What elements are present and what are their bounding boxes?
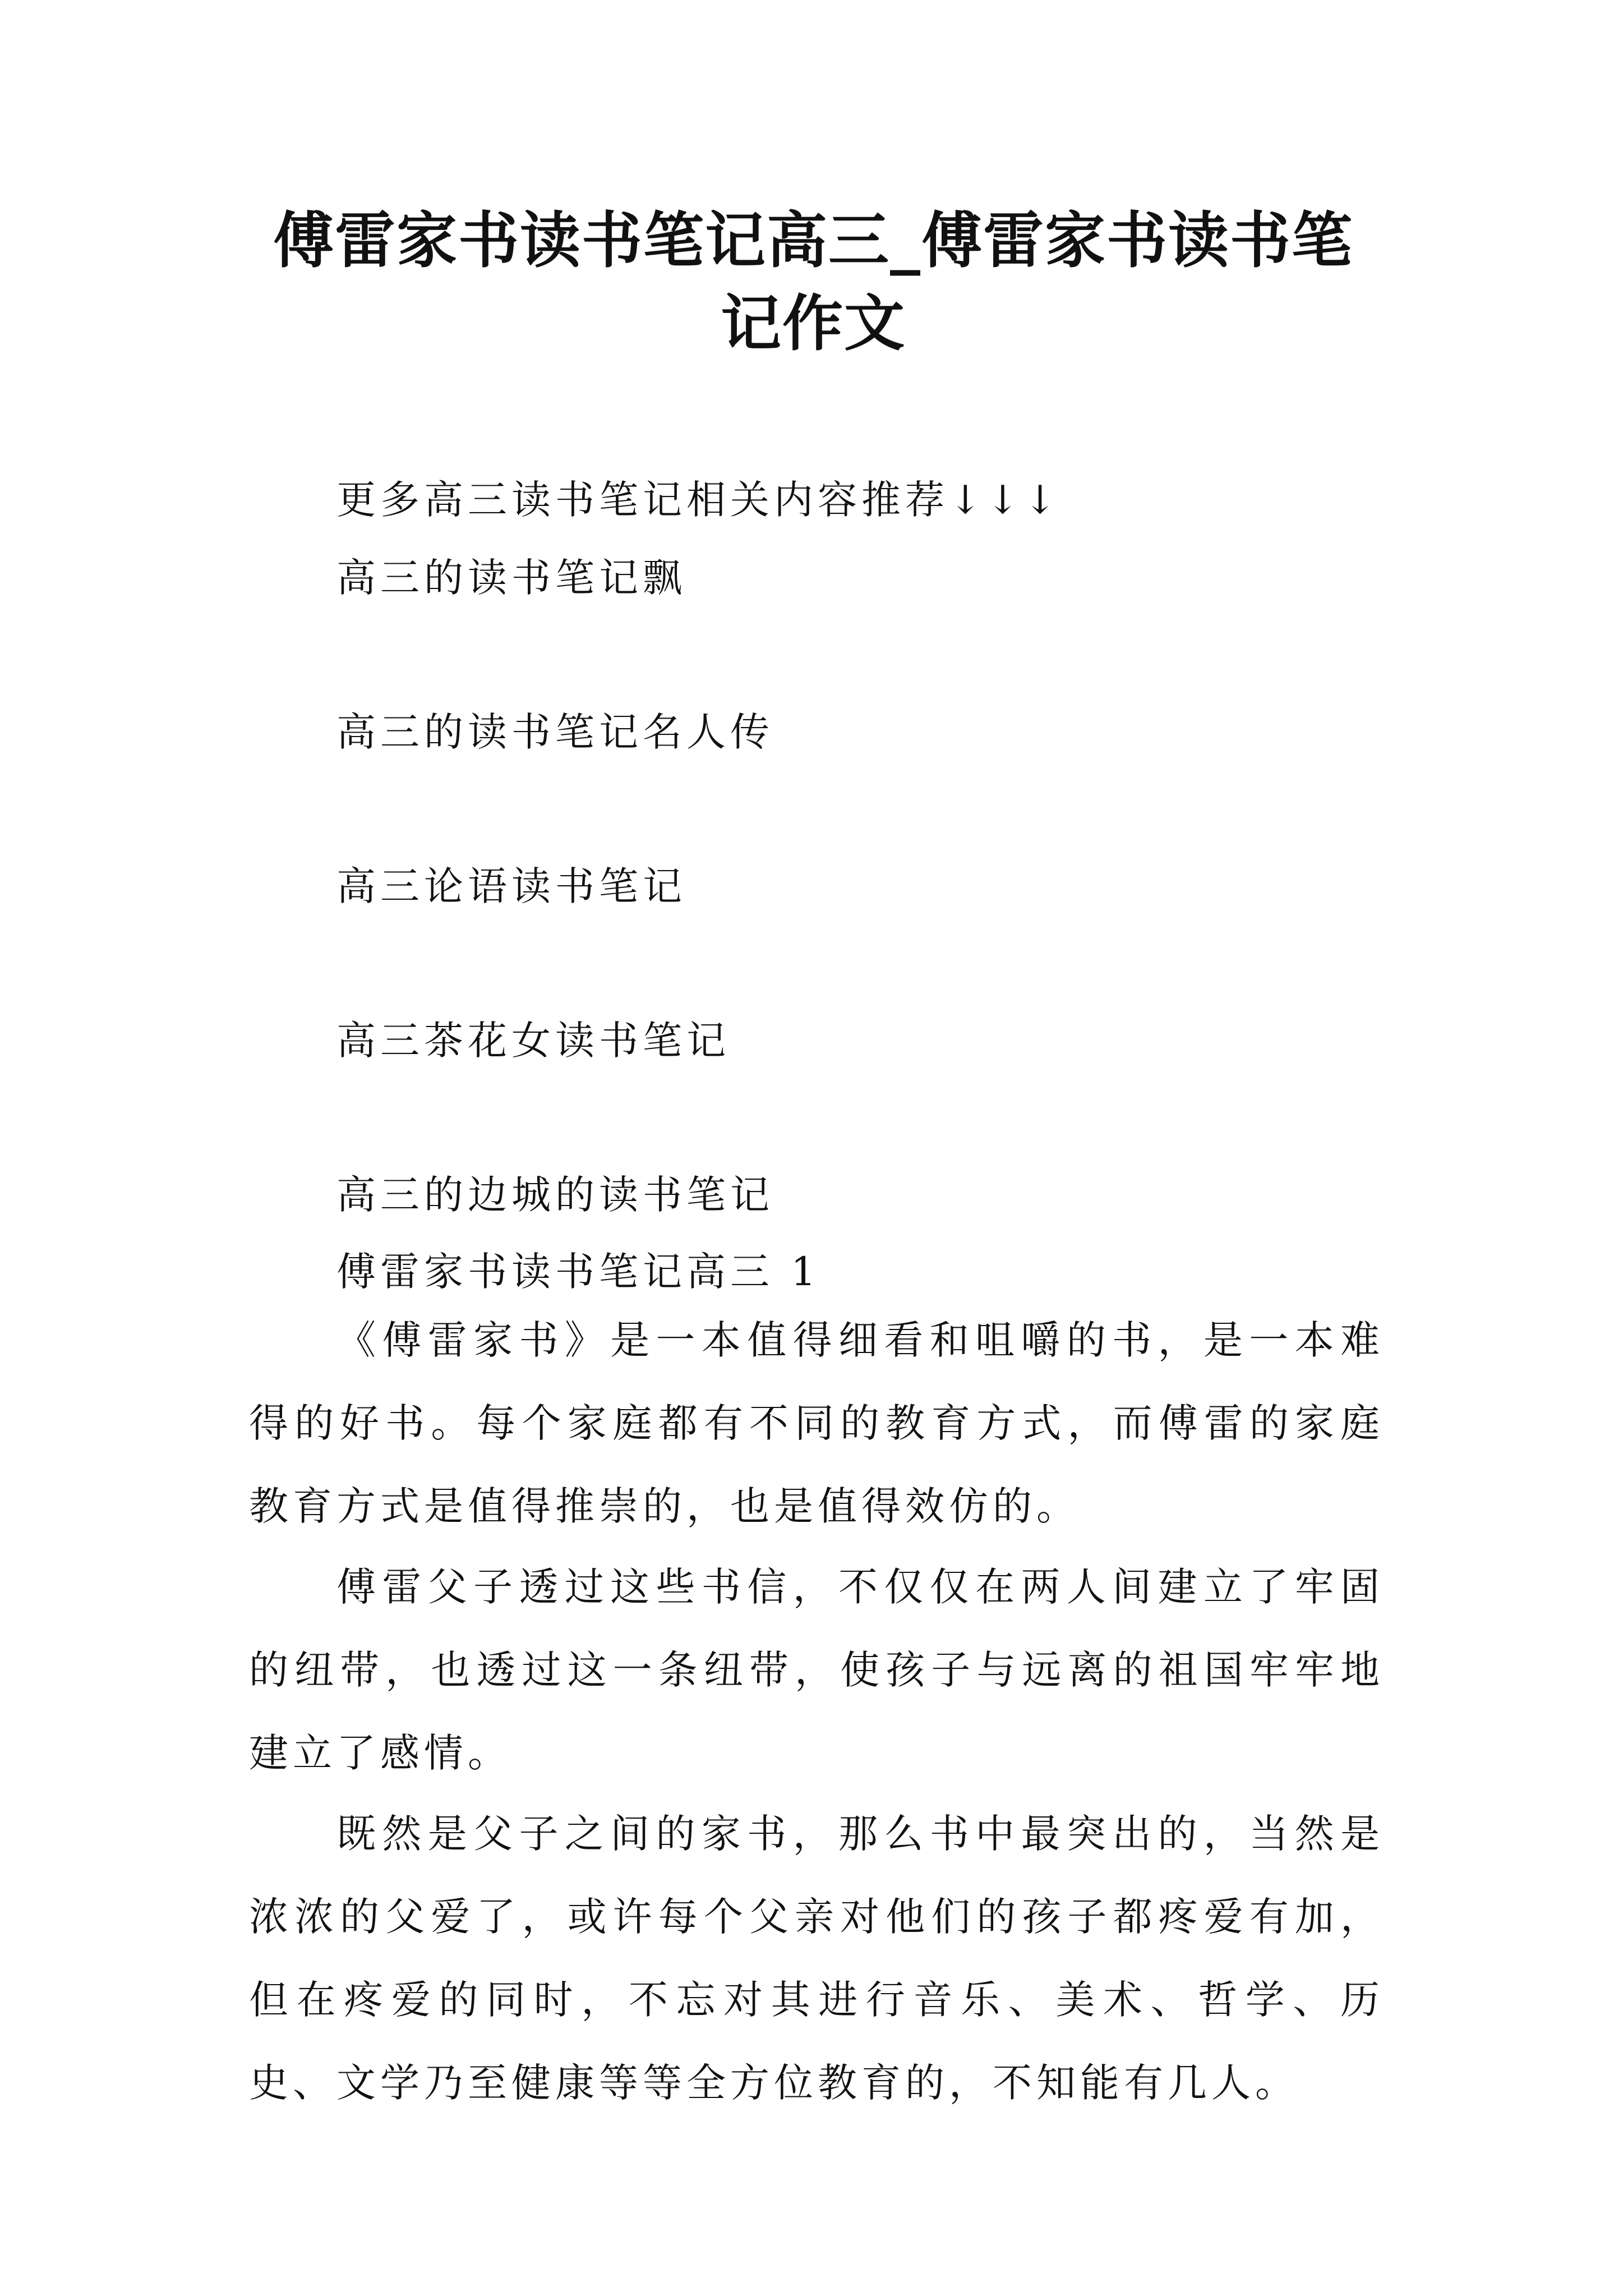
related-link-5[interactable]: 高三的边城的读书笔记: [336, 1172, 774, 1218]
related-link-1[interactable]: 高三的读书笔记飘: [336, 555, 686, 601]
related-link-3[interactable]: 高三论语读书笔记: [336, 863, 686, 909]
related-link-2[interactable]: 高三的读书笔记名人传: [336, 709, 774, 755]
paragraph-3: 既然是父子之间的家书，那么书中最突出的，当然是浓浓的父爱了，或许每个父亲对他们的孩子都疼爱有加，但在疼爱的同时，不忘对其进行音乐、美术、哲学、历史、文学乃至健康等等全方位教育的，不知能有几人。: [249, 1811, 1384, 2106]
paragraph-2: 傅雷父子透过这些书信，不仅仅在两人间建立了牢固的纽带，也透过这一条纽带，使孩子与远离的祖国牢牢地建立了感情。: [249, 1564, 1384, 1776]
recommend-header: 更多高三读书笔记相关内容推荐↓↓↓: [336, 477, 1061, 523]
related-link-4[interactable]: 高三茶花女读书笔记: [336, 1018, 730, 1064]
document-title: 傅雷家书读书笔记高三_傅雷家书读书笔记作文: [273, 205, 1353, 359]
section-heading: 傅雷家书读书笔记高三 1: [336, 1249, 820, 1295]
paragraph-1: 《傅雷家书》是一本值得细看和咀嚼的书，是一本难得的好书。每个家庭都有不同的教育方式，而傅雷的家庭教育方式是值得推崇的，也是值得效仿的。: [249, 1317, 1384, 1529]
